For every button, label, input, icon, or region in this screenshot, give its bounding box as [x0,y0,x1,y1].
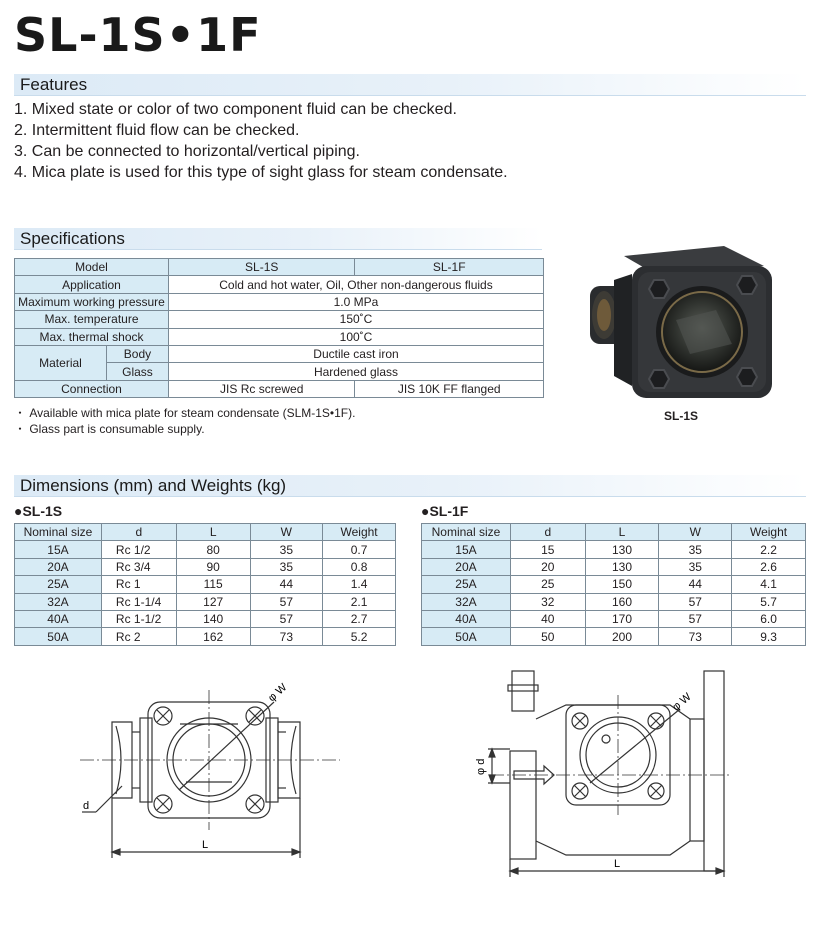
table-cell: 50A [422,628,511,645]
table-cell: 32A [15,593,102,610]
sl1s-subtitle: ●SL-1S [14,503,63,519]
table-cell: 35 [659,541,732,558]
page-title: SL-1S•1F [14,8,262,62]
spec-pressure-label: Maximum working pressure [15,293,169,310]
table-cell: 44 [659,576,732,593]
table-cell: 5.7 [732,593,806,610]
table-cell: 127 [176,593,250,610]
photo-caption: SL-1S [664,409,699,423]
table-cell: 25A [15,576,102,593]
table-cell: 35 [659,558,732,575]
table-cell: 40 [510,610,585,627]
spec-material-label: Material [15,345,107,380]
table-cell: Rc 1 [101,576,176,593]
dimensions-heading: Dimensions (mm) and Weights (kg) [20,476,287,495]
table-cell: 57 [659,593,732,610]
spec-connection-1: JIS Rc screwed [168,380,354,397]
sl1f-dimensions-table [421,523,806,646]
table-cell: 170 [585,610,659,627]
table-cell: 6.0 [732,610,806,627]
table-cell: 2.7 [323,610,396,627]
sl1f-l-label: L [614,858,621,870]
table-cell: 2.6 [732,558,806,575]
spec-application-label: Application [15,276,169,293]
table-cell: Rc 2 [101,628,176,645]
table-cell: 150 [585,576,659,593]
table-cell: 160 [585,593,659,610]
column-header: Nominal size [15,524,102,541]
sl1s-dimensions-table [14,523,396,646]
table-cell: 50 [510,628,585,645]
table-cell: Rc 1/2 [101,541,176,558]
table-cell: 200 [585,628,659,645]
column-header: Weight [732,524,806,541]
table-row [422,593,806,610]
table-cell: 2.2 [732,541,806,558]
sl1s-w-label: φ W [265,681,290,705]
spec-temp-value: 150˚C [168,311,543,328]
sl1s-l-label: L [202,839,209,851]
table-cell: 9.3 [732,628,806,645]
table-cell: 73 [250,628,323,645]
table-row [422,558,806,575]
product-photo [584,236,782,404]
table-cell: 25A [422,576,511,593]
table-cell: 35 [250,541,323,558]
spec-notes [14,405,355,437]
table-cell: 1.4 [323,576,396,593]
table-cell: 50A [15,628,102,645]
table-cell: 162 [176,628,250,645]
spec-shock-label: Max. thermal shock [15,328,169,345]
table-cell: 40A [15,610,102,627]
table-cell: 130 [585,558,659,575]
features-list [14,99,508,183]
table-cell: 32 [510,593,585,610]
spec-body-value: Ductile cast iron [168,345,543,362]
table-row [422,576,806,593]
table-cell: 20 [510,558,585,575]
table-row [422,541,806,558]
spec-note: ・ Glass part is consumable supply. [14,422,205,436]
spec-temp-label: Max. temperature [15,311,169,328]
column-header: W [659,524,732,541]
feature-item: 3. Can be connected to horizontal/vertical piping. [14,143,360,160]
table-row [422,610,806,627]
dimensions-header [14,475,806,497]
table-row [15,628,396,645]
table-cell: 15A [422,541,511,558]
column-header: L [176,524,250,541]
table-row [15,610,396,627]
sl1f-subtitle: ●SL-1F [421,503,469,519]
table-cell: Rc 3/4 [101,558,176,575]
sl1s-d-label: d [83,800,90,812]
spec-connection-2: JIS 10K FF flanged [355,380,544,397]
table-cell: 0.8 [323,558,396,575]
spec-model-1: SL-1S [168,259,354,276]
table-cell: 40A [422,610,511,627]
specifications-table [14,258,544,398]
table-cell: 32A [422,593,511,610]
table-row [422,628,806,645]
spec-model-label: Model [15,259,169,276]
table-cell: Rc 1-1/4 [101,593,176,610]
column-header: W [250,524,323,541]
table-cell: 35 [250,558,323,575]
table-cell: 0.7 [323,541,396,558]
table-cell: 57 [659,610,732,627]
specifications-header [14,228,542,250]
table-cell: 15A [15,541,102,558]
spec-note: ・ Available with mica plate for steam condensate (SLM-1S•1F). [14,406,356,420]
sl1f-phi-d-label: φ d [475,758,487,775]
table-cell: 15 [510,541,585,558]
feature-item: 1. Mixed state or color of two component fluid can be checked. [14,101,457,118]
spec-body-label: Body [106,345,168,362]
feature-item: 2. Intermittent fluid flow can be checked. [14,122,300,139]
table-cell: 2.1 [323,593,396,610]
features-header [14,74,806,96]
feature-item: 4. Mica plate is used for this type of sight glass for steam condensate. [14,164,508,181]
table-cell: 130 [585,541,659,558]
table-cell: 140 [176,610,250,627]
table-row [15,558,396,575]
spec-glass-label: Glass [106,363,168,380]
table-cell: 57 [250,593,323,610]
table-cell: 115 [176,576,250,593]
spec-shock-value: 100˚C [168,328,543,345]
spec-model-2: SL-1F [355,259,544,276]
spec-glass-value: Hardened glass [168,363,543,380]
table-cell: 5.2 [323,628,396,645]
table-cell: 20A [15,558,102,575]
column-header: d [101,524,176,541]
features-heading: Features [20,75,88,94]
table-cell: 73 [659,628,732,645]
column-header: Nominal size [422,524,511,541]
table-cell: 44 [250,576,323,593]
table-row [15,593,396,610]
table-cell: 20A [422,558,511,575]
column-header: Weight [323,524,396,541]
table-cell: 57 [250,610,323,627]
spec-connection-label: Connection [15,380,169,397]
sl1f-drawing [470,665,740,880]
table-cell: Rc 1-1/2 [101,610,176,627]
spec-pressure-value: 1.0 MPa [168,293,543,310]
table-cell: 4.1 [732,576,806,593]
table-row [15,576,396,593]
specifications-heading: Specifications [20,229,125,248]
table-cell: 90 [176,558,250,575]
sl1f-w-label: φ W [670,690,694,714]
table-cell: 25 [510,576,585,593]
sl1s-drawing [60,680,360,865]
table-row [15,541,396,558]
column-header: L [585,524,659,541]
column-header: d [510,524,585,541]
table-cell: 80 [176,541,250,558]
spec-application-value: Cold and hot water, Oil, Other non-dangerous fluids [168,276,543,293]
